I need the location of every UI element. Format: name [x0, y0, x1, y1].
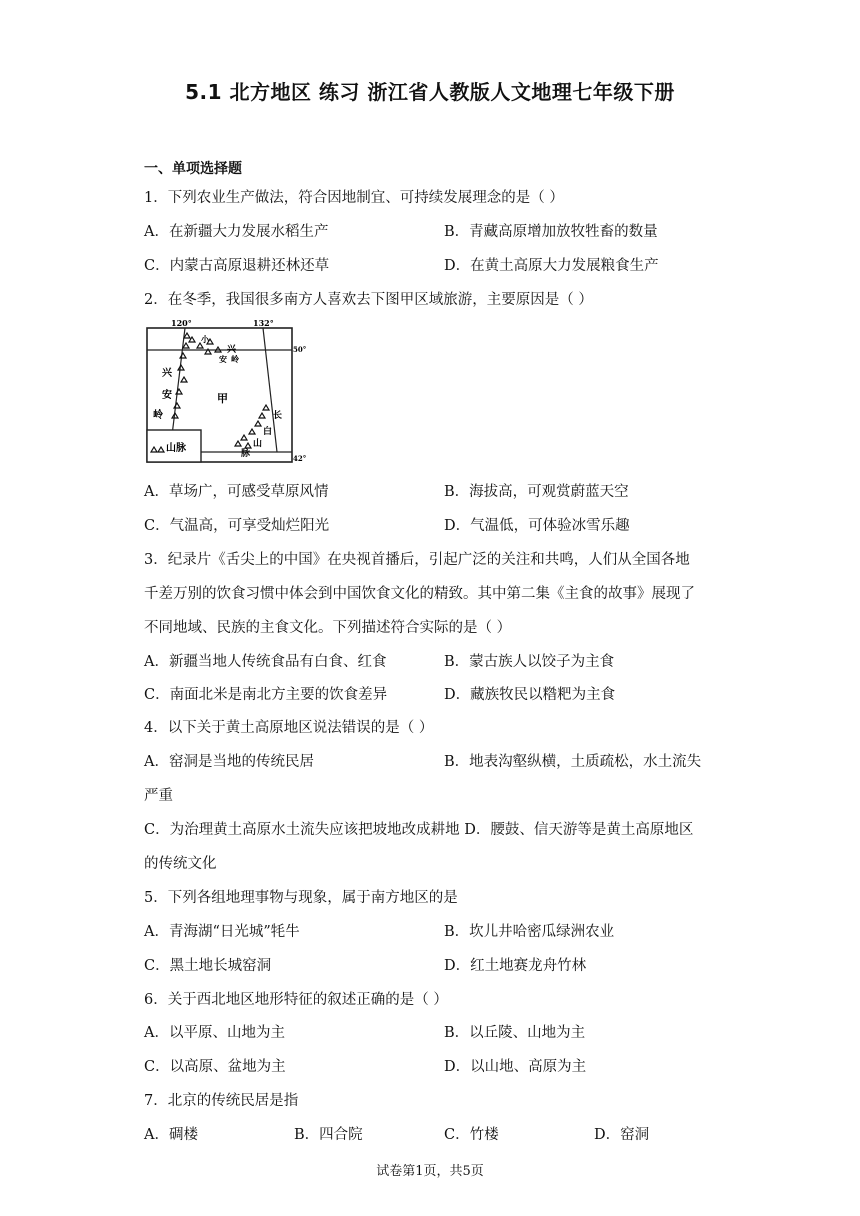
question-6-option-d: D．以山地、高原为主 — [444, 1059, 587, 1075]
range-top-char-3: 安 — [219, 354, 227, 364]
page-title: 5.1 北方地区 练习 浙江省人教版人文地理七年级下册 — [185, 80, 675, 104]
question-7-option-a: A．碉楼 — [144, 1127, 198, 1143]
range-right-char-1: 长 — [273, 411, 283, 421]
legend-label: 山脉 — [166, 443, 186, 454]
question-2-stem: 2．在冬季，我国很多南方人喜欢去下图甲区域旅游，主要原因是（ ） — [144, 292, 593, 308]
question-7-option-d: D．窑洞 — [594, 1127, 650, 1143]
question-4-option-b: B．地表沟壑纵横，土质疏松，水土流失 — [444, 754, 702, 770]
range-left-char-1: 兴 — [162, 368, 172, 379]
question-3-option-c: C．南面北米是南北方主要的饮食差异 — [144, 687, 388, 703]
region-jia-label: 甲 — [217, 392, 228, 405]
question-4-options-c-d: C．为治理黄土高原水土流失应该把坡地改成耕地 D．腰鼓、信天游等是黄土高原地区 — [144, 822, 694, 838]
question-3-line-3: 不同地域、民族的主食文化。下列描述符合实际的是（ ） — [144, 620, 512, 636]
question-6-stem: 6．关于西北地区地形特征的叙述正确的是（ ） — [144, 992, 448, 1008]
range-left-char-3: 岭 — [153, 410, 163, 421]
question-2-option-b: B．海拔高，可观赏蔚蓝天空 — [444, 484, 629, 500]
lon-132-label: 132° — [253, 318, 274, 328]
question-2-option-a: A．草场广，可感受草原风情 — [144, 484, 329, 500]
question-5-option-d: D．红土地赛龙舟竹林 — [444, 958, 587, 974]
question-6-option-a: A．以平原、山地为主 — [144, 1025, 285, 1041]
page-footer: 试卷第1页，共5页 — [376, 1164, 484, 1179]
lat-42-label: 42° — [293, 454, 307, 463]
question-3-option-d: D．藏族牧民以糌粑为主食 — [444, 687, 616, 703]
question-7-option-c: C．竹楼 — [444, 1127, 499, 1143]
section-heading: 一、单项选择题 — [144, 161, 242, 177]
range-top-char-2: 兴 — [227, 345, 237, 355]
question-2-option-c: C．气温高，可享受灿烂阳光 — [144, 518, 330, 534]
range-top-char-4: 岭 — [231, 354, 239, 364]
question-3-line-2: 千差万别的饮食习惯中体会到中国饮食文化的精致。其中第二集《主食的故事》展现了 — [144, 586, 695, 602]
range-right-char-2: 白 — [263, 427, 273, 437]
question-3-option-a: A．新疆当地人传统食品有白食、红食 — [144, 654, 387, 670]
question-4-option-a: A．窑洞是当地的传统民居 — [144, 754, 314, 770]
question-1-stem: 1．下列农业生产做法，符合因地制宜、可持续发展理念的是（ ） — [144, 190, 564, 206]
question-6-option-b: B．以丘陵、山地为主 — [444, 1025, 586, 1041]
question-1-option-c: C．内蒙古高原退耕还林还草 — [144, 258, 330, 274]
question-6-option-c: C．以高原、盆地为主 — [144, 1059, 286, 1075]
range-right-char-3: 山 — [253, 439, 263, 449]
range-top-char-1: 小 — [201, 334, 209, 344]
question-4-stem: 4．以下关于黄土高原地区说法错误的是（ ） — [144, 720, 434, 736]
question-5-stem: 5．下列各组地理事物与现象，属于南方地区的是 — [144, 890, 458, 906]
range-left-char-2: 安 — [162, 390, 172, 401]
lon-120-label: 120° — [171, 318, 192, 328]
northeast-map — [145, 318, 307, 466]
question-5-option-c: C．黑土地长城窑洞 — [144, 958, 272, 974]
question-3-line-1: 3．纪录片《舌尖上的中国》在央视首播后，引起广泛的关注和共鸣，人们从全国各地 — [144, 552, 690, 568]
question-1-option-d: D．在黄土高原大力发展粮食生产 — [444, 258, 659, 274]
question-2-option-d: D．气温低，可体验冰雪乐趣 — [444, 518, 630, 534]
question-5-option-b: B．坎儿井哈密瓜绿洲农业 — [444, 924, 615, 940]
question-1-option-a: A．在新疆大力发展水稻生产 — [144, 224, 329, 240]
question-4-option-d-cont: 的传统文化 — [144, 856, 217, 872]
question-5-option-a: A．青海湖“日光城”牦牛 — [144, 924, 300, 940]
range-right-char-4: 脉 — [241, 449, 251, 459]
question-4-option-b-cont: 严重 — [144, 788, 173, 804]
lat-50-label: 50° — [293, 345, 307, 354]
question-3-option-b: B．蒙古族人以饺子为主食 — [444, 654, 615, 670]
question-7-option-b: B．四合院 — [294, 1127, 363, 1143]
question-7-stem: 7．北京的传统民居是指 — [144, 1093, 299, 1109]
question-1-option-b: B．青藏高原增加放牧牲畜的数量 — [444, 224, 658, 240]
